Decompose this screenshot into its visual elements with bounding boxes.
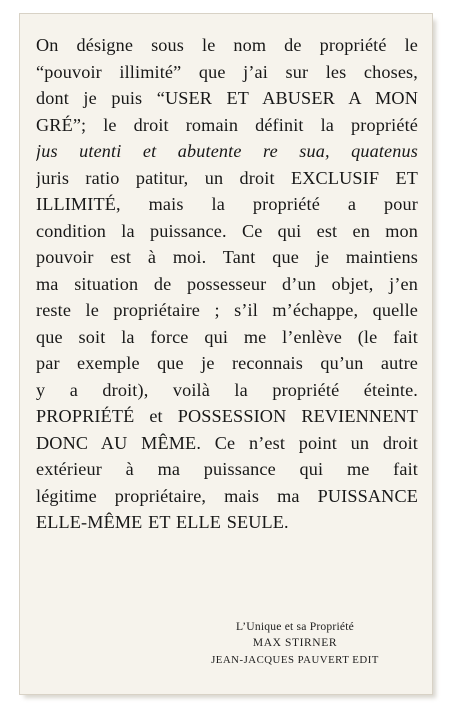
text-line-7: ILLIMITÉ, mais la propriété a pour [36, 194, 418, 214]
text-line-17: extérieur à ma puissance qui me fait [36, 459, 418, 479]
attribution [180, 618, 410, 669]
text-line-6: juris ratio patitur, un droit EXCLUSIF ET [36, 167, 418, 188]
text-line-8: condition la puissance. Ce qui est en mon [36, 220, 418, 241]
text-line-14: y a droit), voilà la propriété éteinte. [36, 379, 418, 400]
printed-page [19, 13, 433, 695]
text-line-2: “pouvoir illimité” que j’ai sur les choses, [36, 61, 418, 82]
text-line-5-latin: jus utenti et abutente re sua, quatenus [36, 141, 418, 161]
book-title: L’Unique et sa Propriété [235, 620, 355, 633]
text-line-11: reste le propriétaire ; s’il m’échappe, quelle [36, 300, 418, 320]
publisher-name: JEAN-JACQUES PAUVERT EDIT [211, 654, 379, 666]
text-line-12: que soit la force qui me l’enlève (le fait [36, 326, 418, 347]
text-line-9: pouvoir est à moi. Tant que je maintiens [36, 247, 418, 267]
text-line-1: On désigne sous le nom de propriété le [36, 35, 418, 55]
author-name: MAX STIRNER [252, 637, 338, 649]
text-line-19: ELLE-MÊME ET ELLE SEULE. [36, 512, 289, 532]
text-line-15: PROPRIÉTÉ et POSSESSION REVIENNENT [36, 406, 418, 426]
quotation-text [36, 32, 418, 536]
text-line-16: DONC AU MÊME. Ce n’est point un droit [36, 432, 418, 453]
text-line-10: ma situation de possesseur d’un objet, j’en [36, 273, 418, 294]
text-line-3: dont je puis “USER ET ABUSER A MON [36, 88, 418, 108]
text-line-4: GRÉ”; le droit romain définit la propriété [36, 114, 418, 135]
text-line-18: légitime propriétaire, mais ma PUISSANCE [36, 485, 418, 506]
text-line-13: par exemple que je reconnais qu’un autre [36, 353, 418, 373]
